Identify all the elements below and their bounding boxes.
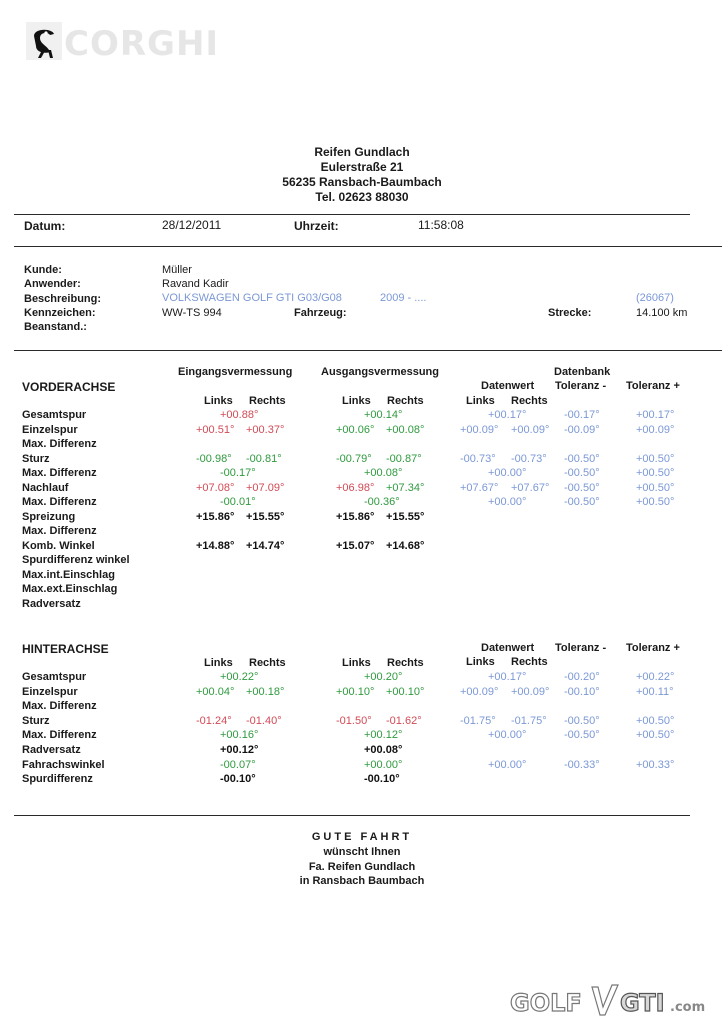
- row-label: Max. Differenz: [22, 700, 97, 713]
- datenwert-rechts-value: +00.09°: [511, 423, 550, 436]
- datenwert-links-value: +00.09°: [460, 685, 499, 698]
- eingang-links-value: +15.86°: [196, 510, 235, 523]
- company-street: Eulerstraße 21: [320, 160, 404, 174]
- date-label: Datum:: [24, 219, 66, 233]
- ausgang-rechts-value: +00.08°: [386, 423, 425, 436]
- eingang-value: +00.22°: [220, 671, 259, 683]
- ausgang-rechts-value: -01.62°: [386, 714, 422, 727]
- row-label: Fahrachswinkel: [22, 758, 105, 771]
- datenwert-links-value: +00.09°: [460, 423, 499, 436]
- datenwert-links-value: +07.67°: [460, 481, 499, 494]
- footer-line4: in Ransbach Baumbach: [299, 875, 425, 887]
- row-label: Spurdifferenz: [22, 773, 93, 786]
- eingang-rechts-value: +00.18°: [246, 685, 285, 698]
- datenwert-value: +00.00°: [488, 758, 527, 771]
- toleranz-minus-value: -00.33°: [564, 758, 600, 771]
- toleranz-plus-value: +00.50°: [636, 496, 675, 508]
- toleranz-minus-value: -00.50°: [564, 714, 600, 727]
- front-axle-title: VORDERACHSE: [22, 380, 116, 394]
- divider: [14, 350, 722, 351]
- links-header: Links: [342, 395, 371, 407]
- tol-plus-header: Toleranz +: [626, 642, 680, 654]
- row-label: Sturz: [22, 714, 50, 727]
- strecke-value: 14.100 km: [636, 307, 688, 319]
- eingang-value: +00.88°: [220, 409, 259, 421]
- links-header: Links: [466, 395, 495, 407]
- eingang-value: -00.07°: [220, 758, 256, 771]
- toleranz-minus-value: -00.50°: [564, 496, 600, 508]
- eingang-value: +00.16°: [220, 729, 259, 742]
- row-label: Max. Differenz: [22, 729, 97, 742]
- eingang-value: -00.01°: [220, 496, 256, 508]
- ausgang-value: +00.08°: [364, 467, 403, 479]
- company-name: Reifen Gundlach: [314, 145, 410, 159]
- beschreibung-label: Beschreibung:: [24, 293, 102, 305]
- datenwert-value: +00.00°: [488, 729, 527, 742]
- eingang-rechts-value: -01.40°: [246, 714, 282, 727]
- eingang-rechts-value: +15.55°: [246, 510, 285, 523]
- company-phone: Tel. 02623 88030: [315, 190, 409, 204]
- row-label: Max. Differenz: [22, 438, 97, 450]
- footer-line2: wünscht Ihnen: [323, 846, 401, 858]
- ausgang-value: -00.10°: [364, 773, 400, 786]
- eingang-value: -00.17°: [220, 467, 256, 479]
- datenwert-header: Datenwert: [481, 380, 535, 392]
- datenwert-rechts-value: -00.73°: [511, 452, 547, 465]
- anwender-value: Ravand Kadir: [162, 278, 229, 290]
- eingang-title: Eingangsvermessung: [178, 366, 293, 378]
- time-label: Uhrzeit:: [294, 219, 339, 233]
- ausgang-value: +00.12°: [364, 729, 403, 742]
- ausgang-rechts-value: +00.10°: [386, 685, 425, 698]
- corghi-logo: [26, 22, 220, 64]
- rechts-header: Rechts: [387, 395, 424, 407]
- kennzeichen-label: Kennzeichen:: [24, 307, 96, 319]
- toleranz-plus-value: +00.50°: [636, 452, 675, 465]
- eingang-rechts-value: -00.81°: [246, 452, 282, 465]
- row-label: Gesamtspur: [22, 409, 87, 421]
- tol-minus-header: Toleranz -: [555, 380, 607, 392]
- eingang-links-value: +00.51°: [196, 423, 235, 436]
- bird-logo-icon: [26, 22, 62, 60]
- toleranz-minus-value: -00.10°: [564, 685, 600, 698]
- toleranz-plus-value: +00.22°: [636, 671, 675, 683]
- golfgti-watermark: [508, 983, 716, 1019]
- toleranz-plus-value: +00.09°: [636, 423, 675, 436]
- divider: [14, 214, 690, 215]
- rear-axle-title: HINTERACHSE: [22, 642, 109, 656]
- row-label: Max.ext.Einschlag: [22, 583, 118, 595]
- toleranz-plus-value: +00.50°: [636, 729, 675, 742]
- kunde-label: Kunde:: [24, 264, 62, 276]
- fahrzeug-label: Fahrzeug:: [294, 307, 347, 319]
- eingang-links-value: -01.24°: [196, 714, 232, 727]
- watermark-gti-text: GTI: [620, 989, 665, 1017]
- eingang-value: +00.12°: [220, 744, 259, 756]
- ausgang-links-value: +15.86°: [336, 510, 375, 523]
- rechts-header: Rechts: [511, 656, 548, 668]
- strecke-label: Strecke:: [548, 307, 592, 319]
- footer-greeting: GUTE FAHRT: [311, 831, 413, 843]
- toleranz-plus-value: +00.50°: [636, 481, 675, 494]
- toleranz-minus-value: -00.20°: [564, 671, 600, 683]
- rechts-header: Rechts: [249, 657, 286, 669]
- row-label: Nachlauf: [22, 481, 69, 494]
- row-label: Spurdifferenz winkel: [22, 554, 130, 566]
- toleranz-minus-value: -00.50°: [564, 481, 600, 494]
- toleranz-plus-value: +00.11°: [636, 685, 674, 698]
- eingang-links-value: +00.04°: [196, 685, 235, 698]
- links-header: Links: [466, 656, 495, 668]
- ausgang-rechts-value: +07.34°: [386, 481, 425, 494]
- row-label: Sturz: [22, 452, 50, 465]
- rechts-header: Rechts: [511, 395, 548, 407]
- watermark-com-text: .com: [670, 1000, 706, 1015]
- toleranz-minus-value: -00.17°: [564, 409, 600, 421]
- corghi-wordmark: CORGHI: [64, 24, 220, 64]
- ausgang-value: +00.14°: [364, 409, 403, 421]
- anwender-label: Anwender:: [24, 278, 81, 290]
- beanstand-label: Beanstand.:: [24, 321, 87, 333]
- year-value: 2009 - ....: [380, 292, 427, 304]
- datenwert-value: +00.00°: [488, 496, 527, 508]
- beschreibung-value: VOLKSWAGEN GOLF GTI G03/G08: [162, 292, 342, 304]
- row-label: Max. Differenz: [22, 496, 97, 508]
- datenwert-links-value: -01.75°: [460, 714, 496, 727]
- ausgang-rechts-value: +15.55°: [386, 510, 425, 523]
- links-header: Links: [204, 395, 233, 407]
- links-header: Links: [342, 657, 371, 669]
- toleranz-minus-value: -00.50°: [564, 729, 600, 742]
- eingang-rechts-value: +00.37°: [246, 423, 285, 436]
- row-label: Max. Differenz: [22, 467, 97, 479]
- datenwert-value: +00.17°: [488, 671, 527, 683]
- eingang-links-value: +14.88°: [196, 539, 235, 552]
- ausgang-rechts-value: -00.87°: [386, 452, 422, 465]
- ausgang-links-value: +06.98°: [336, 481, 375, 494]
- footer-line3: Fa. Reifen Gundlach: [308, 861, 416, 873]
- v-icon: [592, 985, 618, 1015]
- datenwert-rechts-value: +07.67°: [511, 481, 550, 494]
- toleranz-minus-value: -00.50°: [564, 452, 600, 465]
- ausgang-links-value: +00.10°: [336, 685, 375, 698]
- toleranz-minus-value: -00.50°: [564, 467, 600, 479]
- toleranz-plus-value: +00.50°: [636, 467, 675, 479]
- divider: [14, 246, 722, 247]
- ausgang-links-value: -01.50°: [336, 714, 372, 727]
- eingang-value: -00.10°: [220, 773, 256, 786]
- tol-plus-header: Toleranz +: [626, 380, 680, 392]
- rechts-header: Rechts: [387, 657, 424, 669]
- datenwert-value: +00.00°: [488, 467, 527, 479]
- links-header: Links: [204, 657, 233, 669]
- ausgang-links-value: -00.79°: [336, 452, 372, 465]
- toleranz-plus-value: +00.50°: [636, 714, 675, 727]
- row-label: Einzelspur: [22, 423, 78, 436]
- tol-minus-header: Toleranz -: [555, 642, 607, 654]
- eingang-rechts-value: +07.09°: [246, 481, 285, 494]
- eingang-rechts-value: +14.74°: [246, 539, 285, 552]
- datenwert-links-value: -00.73°: [460, 452, 496, 465]
- ausgang-links-value: +00.06°: [336, 423, 375, 436]
- datenwert-header: Datenwert: [481, 642, 535, 654]
- toleranz-minus-value: -00.09°: [564, 423, 600, 436]
- row-label: Max.int.Einschlag: [22, 568, 115, 581]
- ausgang-value: +00.08°: [364, 744, 403, 756]
- ausgang-title: Ausgangsvermessung: [321, 366, 439, 378]
- ausgang-value: +00.20°: [364, 671, 403, 683]
- datenwert-rechts-value: -01.75°: [511, 714, 547, 727]
- toleranz-plus-value: +00.33°: [636, 758, 675, 771]
- ausgang-value: -00.36°: [364, 496, 400, 508]
- row-label: Komb. Winkel: [22, 539, 95, 552]
- datenbank-title: Datenbank: [554, 366, 611, 378]
- kennzeichen-value: WW-TS 994: [162, 307, 222, 319]
- vehicle-code: (26067): [636, 292, 674, 304]
- row-label: Radversatz: [22, 597, 81, 610]
- row-label: Radversatz: [22, 744, 81, 756]
- kunde-value: Müller: [162, 264, 192, 276]
- row-label: Spreizung: [22, 510, 76, 523]
- row-label: Gesamtspur: [22, 671, 87, 683]
- datenwert-value: +00.17°: [488, 409, 527, 421]
- eingang-links-value: +07.08°: [196, 481, 235, 494]
- watermark-golf-text: GOLF: [510, 989, 582, 1017]
- time-value: 11:58:08: [418, 218, 464, 232]
- toleranz-plus-value: +00.17°: [636, 409, 675, 421]
- date-value: 28/12/2011: [162, 218, 222, 232]
- ausgang-rechts-value: +14.68°: [386, 539, 425, 552]
- divider: [14, 815, 690, 816]
- company-city: 56235 Ransbach-Baumbach: [282, 175, 442, 189]
- row-label: Einzelspur: [22, 685, 78, 698]
- datenwert-rechts-value: +00.09°: [511, 685, 550, 698]
- eingang-links-value: -00.98°: [196, 452, 232, 465]
- rechts-header: Rechts: [249, 395, 286, 407]
- ausgang-links-value: +15.07°: [336, 539, 375, 552]
- row-label: Max. Differenz: [22, 525, 97, 537]
- ausgang-value: +00.00°: [364, 758, 403, 771]
